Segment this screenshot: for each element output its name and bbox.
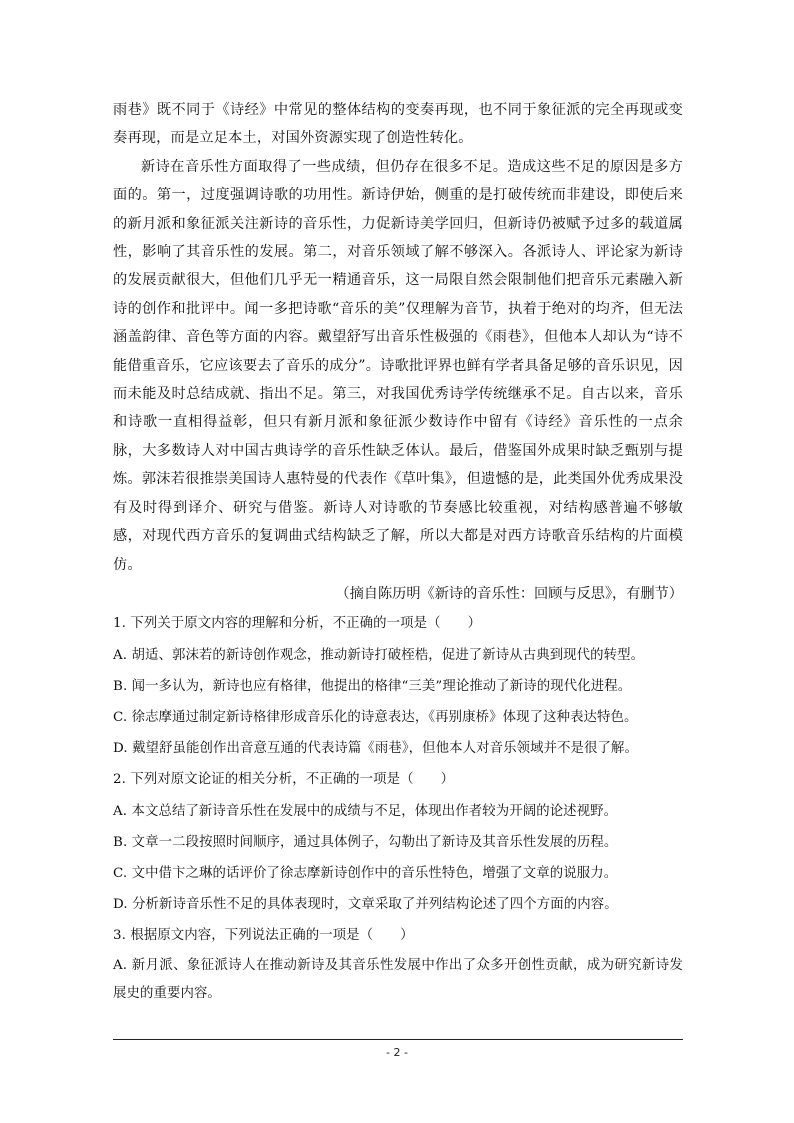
- source-citation: （摘自陈历明《新诗的音乐性：回顾与反思》，有删节）: [335, 585, 683, 602]
- question-2: [113, 764, 683, 920]
- option-d: D. 戴望舒虽能创作出音意互通的代表诗篇《雨巷》，但他本人对音乐领域并不是很了解。: [113, 741, 639, 757]
- question-1: [113, 608, 683, 764]
- option-a: A. 本文总结了新诗音乐性在发展中的成绩与不足，体现出作者较为开阔的论述视野。: [113, 803, 618, 819]
- option-a: A. 胡适、郭沫若的新诗创作观念，推动新诗打破桎梏，促进了新诗从古典到现代的转型。: [113, 647, 645, 663]
- question-3: [113, 920, 683, 1008]
- paragraph-continuation: 雨巷》既不同于《诗经》中常见的整体结构的变奏再现，也不同于象征派的完全再现或变奏再现，而是立足本土，对国外资源实现了创造性转化。: [113, 102, 683, 147]
- document-body: [113, 96, 683, 1009]
- question-stem: 2. 下列对原文论证的相关分析，不正确的一项是（ ）: [113, 772, 455, 788]
- option-d: D. 分析新诗音乐性不足的具体表现时，文章采取了并列结构论述了四个方面的内容。: [113, 897, 618, 913]
- paragraph-analysis: 新诗在音乐性方面取得了一些成绩，但仍存在很多不足。造成这些不足的原因是多方面的。第一，过度强调诗歌的功用性。新诗伊始，侧重的是打破传统而非建设，即使后来的新月派和象征派关注新诗的音乐性，力促新诗美学回归，但新诗仍被赋予过多的载道属性，影响了其音乐性的发展。第二，对音乐领域了解不够深入。各派诗人、评论家为新诗的发展贡献很大，但他们几乎无一精通音乐，这一局限自然会限制他们把音乐元素融入新诗的创作和批评中。闻一多把诗歌“音乐的美”仅理解为音节，执着于绝对的均齐，但无法涵盖韵律、音色等方面的内容。戴望舒写出音乐性极强的《雨巷》，但他本人却认为“诗不能借重音乐，它应该要去了音乐的成分”。诗歌批评界也鲜有学者具备足够的音乐识见，因而未能及时总结成就、指出不足。第三，对我国优秀诗学传统继承不足。自古以来，音乐和诗歌一直相得益彰，但只有新月派和象征派少数诗作中留有《诗经》音乐性的一点余脉，大多数诗人对中国古典诗学的音乐性缺乏体认。最后，借鉴国外成果时缺乏甄别与提炼。郭沫若很推崇美国诗人惠特曼的代表作《草叶集》，但遗憾的是，此类国外优秀成果没有及时得到译介、研究与借鉴。新诗人对诗歌的节奏感比较重视，对结构感普遍不够敏感，对现代西方音乐的复调曲式结构缺乏了解，所以大都是对西方诗歌音乐结构的片面模仿。: [113, 158, 683, 573]
- page-number: - 2 -: [386, 1046, 408, 1059]
- option-b: B. 闻一多认为，新诗也应有格律，他提出的格律“三美”理论推动了新诗的现代化进程。: [113, 678, 632, 694]
- question-stem: 3. 根据原文内容，下列说法正确的一项是（ ）: [113, 928, 414, 944]
- option-c: C. 文中借卞之琳的话评价了徐志摩新诗创作中的音乐性特色，增强了文章的说服力。: [113, 865, 618, 881]
- option-b: B. 文章一二段按照时间顺序，通过具体例子，勾勒出了新诗及其音乐性发展的历程。: [113, 834, 618, 850]
- option-c: C. 徐志摩通过制定新诗格律形成音乐化的诗意表达，《再别康桥》体现了这种表达特色。: [113, 709, 638, 725]
- footer-divider: [113, 1039, 683, 1040]
- question-stem: 1. 下列关于原文内容的理解和分析，不正确的一项是（ ）: [113, 616, 482, 632]
- option-a: A. 新月派、象征派诗人在推动新诗及其音乐性发展中作出了众多开创性贡献，成为研究新诗发展史的重要内容。: [113, 957, 683, 1002]
